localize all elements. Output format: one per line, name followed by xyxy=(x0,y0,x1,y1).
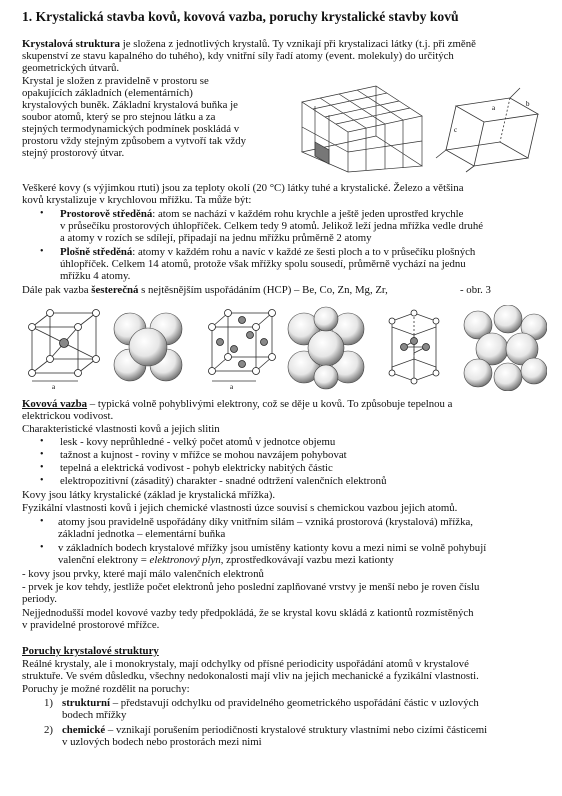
crystalline-line: Kovy jsou látky krystalické (základ je krystalická mřížka). xyxy=(22,489,276,501)
cell-text-line: stejných termodynamických podmínek poskládá v xyxy=(22,123,240,135)
metallic-bond-line-1 xyxy=(22,398,452,410)
metallic-bond-line-2: elektrickou vodivost. xyxy=(22,410,114,422)
cell-text-line: krystalových buněk. Základní krystalová buňka je xyxy=(22,99,238,111)
term-electron-gas: elektronový plyn xyxy=(149,554,221,566)
electron-gas-pre: valenční elektrony = xyxy=(58,554,150,566)
term-chemical: chemické xyxy=(62,724,106,736)
intro-line-2: skupenství ze stavu kapalného do tuhého), kdy vnitřní síly řadí atomy (event. molekuly) do určitých xyxy=(22,50,454,62)
term-crystal-structure: Krystalová struktura xyxy=(22,38,121,50)
lattice-item-line-2: základní jednotka – elementární buňka xyxy=(58,528,226,540)
edge-label-a: a xyxy=(230,383,234,391)
chemical-text: – vznikají porušením periodičnosti krystalové struktury vlastními nebo cizími částicemi xyxy=(105,724,488,736)
hcp-spheres xyxy=(464,305,547,391)
cell-text-line: Krystal je složen z pravidelně v prostoru se xyxy=(22,75,209,87)
figure-reference: - obr. 3 xyxy=(460,284,491,296)
bcc-text: : atom se nachází v každém rohu krychle a ještě jeden uprostřed krychle xyxy=(152,208,464,220)
defect-chemical-line-1 xyxy=(62,724,487,736)
bullet-dot: • xyxy=(40,542,44,553)
metallic-bond-text: – typická volně pohyblivými elektrony, což se děje u kovů. To způsobuje tepelnou a xyxy=(87,398,453,410)
dash-line-2b: periody. xyxy=(22,593,57,605)
defects-line-3: Poruchy je možné rozdělit na poruchy: xyxy=(22,683,190,695)
edge-label-a: a xyxy=(52,383,56,391)
fcc-text: : atomy v každém rohu a navíc v každé ze šesti ploch a to v průsečíku plošných xyxy=(132,246,476,258)
axis-label-c: c xyxy=(454,126,458,134)
property-item: tažnost a kujnost - roviny v mřížce se mohou navzájem pohybovat xyxy=(60,449,347,461)
bullet-dot: • xyxy=(40,246,44,257)
model-line-1: Nejjednodušší model kovové vazby tedy předpokládá, že se krystal kovu skládá z kationtů rozmístěných xyxy=(22,607,474,619)
list-number: 2) xyxy=(44,724,53,736)
metals-line-2: kovů krystalizuje v krychlovou mřížku. Ta může být: xyxy=(22,194,252,206)
page-title: 1. Krystalická stavba kovů, kovová vazba, poruchy krystalické stavby kovů xyxy=(22,9,459,24)
metals-line-1: Veškeré kovy (s výjimkou rtuti) jsou za teploty okolí (20 °C) látky tuhé a krystalické. Železo a většina xyxy=(22,182,464,194)
cell-text-line: soubor atomů, který se pro stejnou látku a za xyxy=(22,111,216,123)
defect-chemical-line-2: v uzlových bodech nebo prostorách mezi nimi xyxy=(62,736,262,748)
term-hcp: šesterečná xyxy=(91,284,139,296)
bullet-bcc-line-3: a atomy v rozích se sdílejí, připadají na jednu mřížku průměrně 2 atomy xyxy=(60,232,372,244)
dash-line-2a: - prvek je kov tehdy, jestliže počet elektronů jeho poslední zaplňované vrstvy je menší nebo je roven číslu xyxy=(22,581,480,593)
bullet-dot: • xyxy=(40,436,44,447)
defect-structural-line-2: bodech mřížky xyxy=(62,709,127,721)
bullet-dot: • xyxy=(40,516,44,527)
bullet-dot: • xyxy=(40,208,44,219)
defect-structural-line-1 xyxy=(62,697,479,709)
cell-text-line: prostoru vždy stejným způsobem a vytvoří tak vždy xyxy=(22,135,246,147)
list-number: 1) xyxy=(44,697,53,709)
property-item: tepelná a elektrická vodivost - pohyb elektricky nabitých částic xyxy=(60,462,333,474)
hcp-line xyxy=(22,284,388,296)
bcc-atoms xyxy=(29,310,100,377)
structural-text: – představují odchylku od pravidelného geometrického uspořádání částic v uzlových xyxy=(110,697,479,709)
cell-text-line: stejný prostorový útvar. xyxy=(22,147,125,159)
bullet-dot: • xyxy=(40,475,44,486)
intro-line-1 xyxy=(22,38,476,50)
lattice-types-figure xyxy=(22,305,547,391)
electron-gas-line-1: v základních bodech krystalové mřížky jsou umístěny kationty kovu a mezi nimi se volně pohybují xyxy=(58,542,487,554)
axis-label-b: b xyxy=(526,100,530,108)
term-bcc: Prostorově středěná xyxy=(60,208,153,220)
space-lattice-drawing xyxy=(302,86,422,172)
bullet-dot: • xyxy=(40,449,44,460)
section-heading-defects: Poruchy krystalové struktury xyxy=(22,645,159,657)
bullet-fcc-line-2: úhlopříček. Celkem 14 atomů, protože však mřížky spolu sousedí, průměrně vychází na jednu xyxy=(60,258,466,270)
term-fcc: Plošně středěná xyxy=(60,246,133,258)
bullet-bcc-line-1 xyxy=(60,208,463,220)
hcp-pre: Dále pak vazba xyxy=(22,284,92,296)
properties-title: Charakteristické vlastnosti kovů a jejich slitin xyxy=(22,423,220,435)
fcc-spheres xyxy=(288,307,364,389)
model-line-2: v pravidelné prostorové mřížce. xyxy=(22,619,160,631)
property-item: elektropozitivní (zásaditý) charakter - snadné odtržení valenčních elektronů xyxy=(60,475,387,487)
property-item: lesk - kovy neprůhledné - velký počet atomů v jednotce objemu xyxy=(60,436,336,448)
axis-label-a: a xyxy=(492,104,496,112)
bullet-fcc-line-3: mřížku 4 atomy. xyxy=(60,270,131,282)
bcc-spheres xyxy=(114,313,182,381)
physical-line: Fyzikální vlastnosti kovů i jejich chemické vlastnosti úzce souvisí s chemickou vazbou jejich atomů. xyxy=(22,502,458,514)
lattice-item-line-1: atomy jsou pravidelně uspořádány díky vnitřním silám – vzniká prostorová (krystalová) mřížka, xyxy=(58,516,473,528)
defects-line-2: struktuře. Ve svém důsledku, všechny nedokonalosti mají vliv na jejich mechanické a fyzikální vlastnosti. xyxy=(22,670,479,682)
bullet-fcc-line-1 xyxy=(60,246,475,258)
cell-text-line: opakujících základních (elementárních) xyxy=(22,87,193,99)
hcp-post: s nejtěsnějším uspořádáním (HCP) – Be, Co, Zn, Mg, Zr, xyxy=(138,284,388,296)
intro-line-3: geometrických útvarů. xyxy=(22,62,120,74)
dash-line-1: - kovy jsou prvky, které mají málo valenčních elektronů xyxy=(22,568,264,580)
bullet-dot: • xyxy=(40,462,44,473)
unit-cell-drawing xyxy=(436,88,538,172)
electron-gas-post: , zprostředkovávají vazbu mezi kationty xyxy=(220,554,394,566)
term-structural: strukturní xyxy=(62,697,110,709)
defects-line-1: Reálné krystaly, ale i monokrystaly, mají odchylky od přísné periodicity uspořádání atomů v krystalové xyxy=(22,658,469,670)
intro-line-1-text: je složena z jednotlivých krystalů. Ty vznikají při krystalizaci látky (t.j. při změně xyxy=(120,38,476,50)
lattice-figure xyxy=(296,72,548,174)
section-heading-metallic-bond: Kovová vazba xyxy=(22,398,88,410)
electron-gas-line-2 xyxy=(58,554,394,566)
bullet-bcc-line-2: v průsečíku prostorových úhlopříček. Celkem tedy 9 atomů. Jelikož leží jedna mřížka vedle druhé xyxy=(60,220,484,232)
